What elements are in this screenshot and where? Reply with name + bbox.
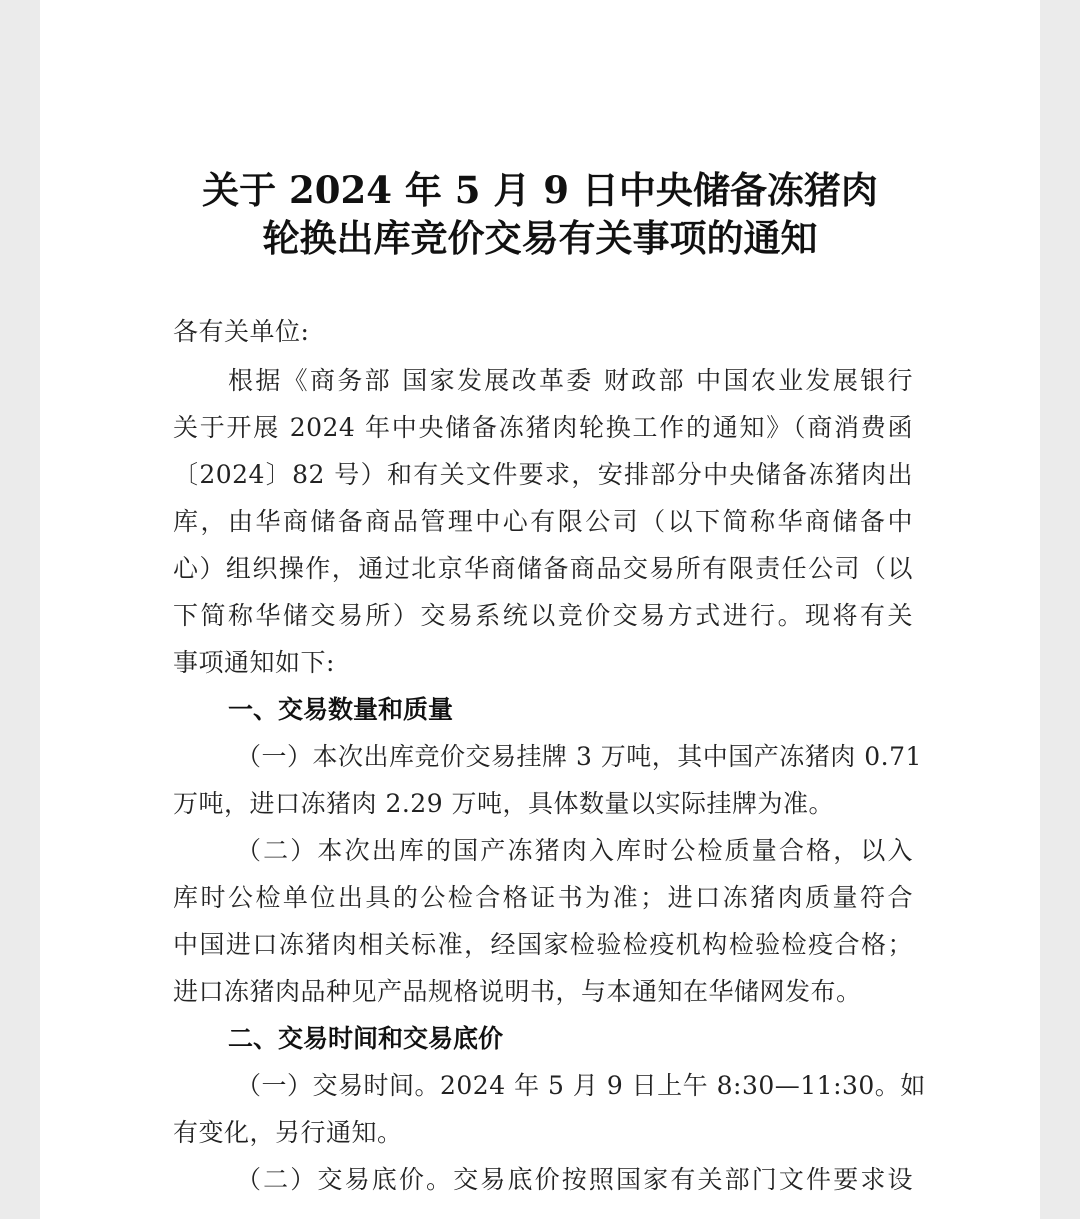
section2-item1-line: 有变化，另行通知。 [173, 1118, 403, 1147]
section1-item1-line: （一）本次出库竞价交易挂牌 3 万吨，其中国产冻猪肉 0.71 [236, 742, 922, 771]
section-heading-1: 一、交易数量和质量 [228, 695, 454, 724]
intro-line: 心）组织操作，通过北京华商储备商品交易所有限责任公司（以 [173, 554, 913, 583]
document-title-line-1: 关于 2024 年 5 月 9 日中央储备冻猪肉 [202, 168, 878, 212]
section1-item2-line: （二）本次出库的国产冻猪肉入库时公检质量合格，以入 [236, 836, 913, 865]
intro-line: 〔2024〕82 号）和有关文件要求，安排部分中央储备冻猪肉出 [173, 460, 913, 489]
intro-line: 下简称华储交易所）交易系统以竞价交易方式进行。现将有关 [173, 601, 913, 630]
intro-line: 关于开展 2024 年中央储备冻猪肉轮换工作的通知》（商消费函 [173, 413, 913, 442]
section1-item2-line: 进口冻猪肉品种见产品规格说明书，与本通知在华储网发布。 [173, 977, 862, 1006]
intro-line: 根据《商务部 国家发展改革委 财政部 中国农业发展银行 [228, 366, 913, 395]
document-page [40, 0, 1040, 1219]
salutation: 各有关单位: [173, 317, 310, 346]
intro-line: 事项通知如下: [173, 648, 335, 677]
section1-item2-line: 库时公检单位出具的公检合格证书为准；进口冻猪肉质量符合 [173, 883, 913, 912]
section2-item1-line: （一）交易时间。2024 年 5 月 9 日上午 8:30—11:30。如 [236, 1071, 926, 1100]
section2-item2-line: （二）交易底价。交易底价按照国家有关部门文件要求设 [236, 1165, 913, 1194]
intro-line: 库，由华商储备商品管理中心有限公司（以下简称华商储备中 [173, 507, 913, 536]
section-heading-2: 二、交易时间和交易底价 [228, 1024, 504, 1053]
document-title-line-2: 轮换出库竞价交易有关事项的通知 [262, 216, 818, 260]
section1-item1-line: 万吨，进口冻猪肉 2.29 万吨，具体数量以实际挂牌为准。 [173, 789, 835, 818]
section1-item2-line: 中国进口冻猪肉相关标准，经国家检验检疫机构检验检疫合格； [173, 930, 913, 959]
